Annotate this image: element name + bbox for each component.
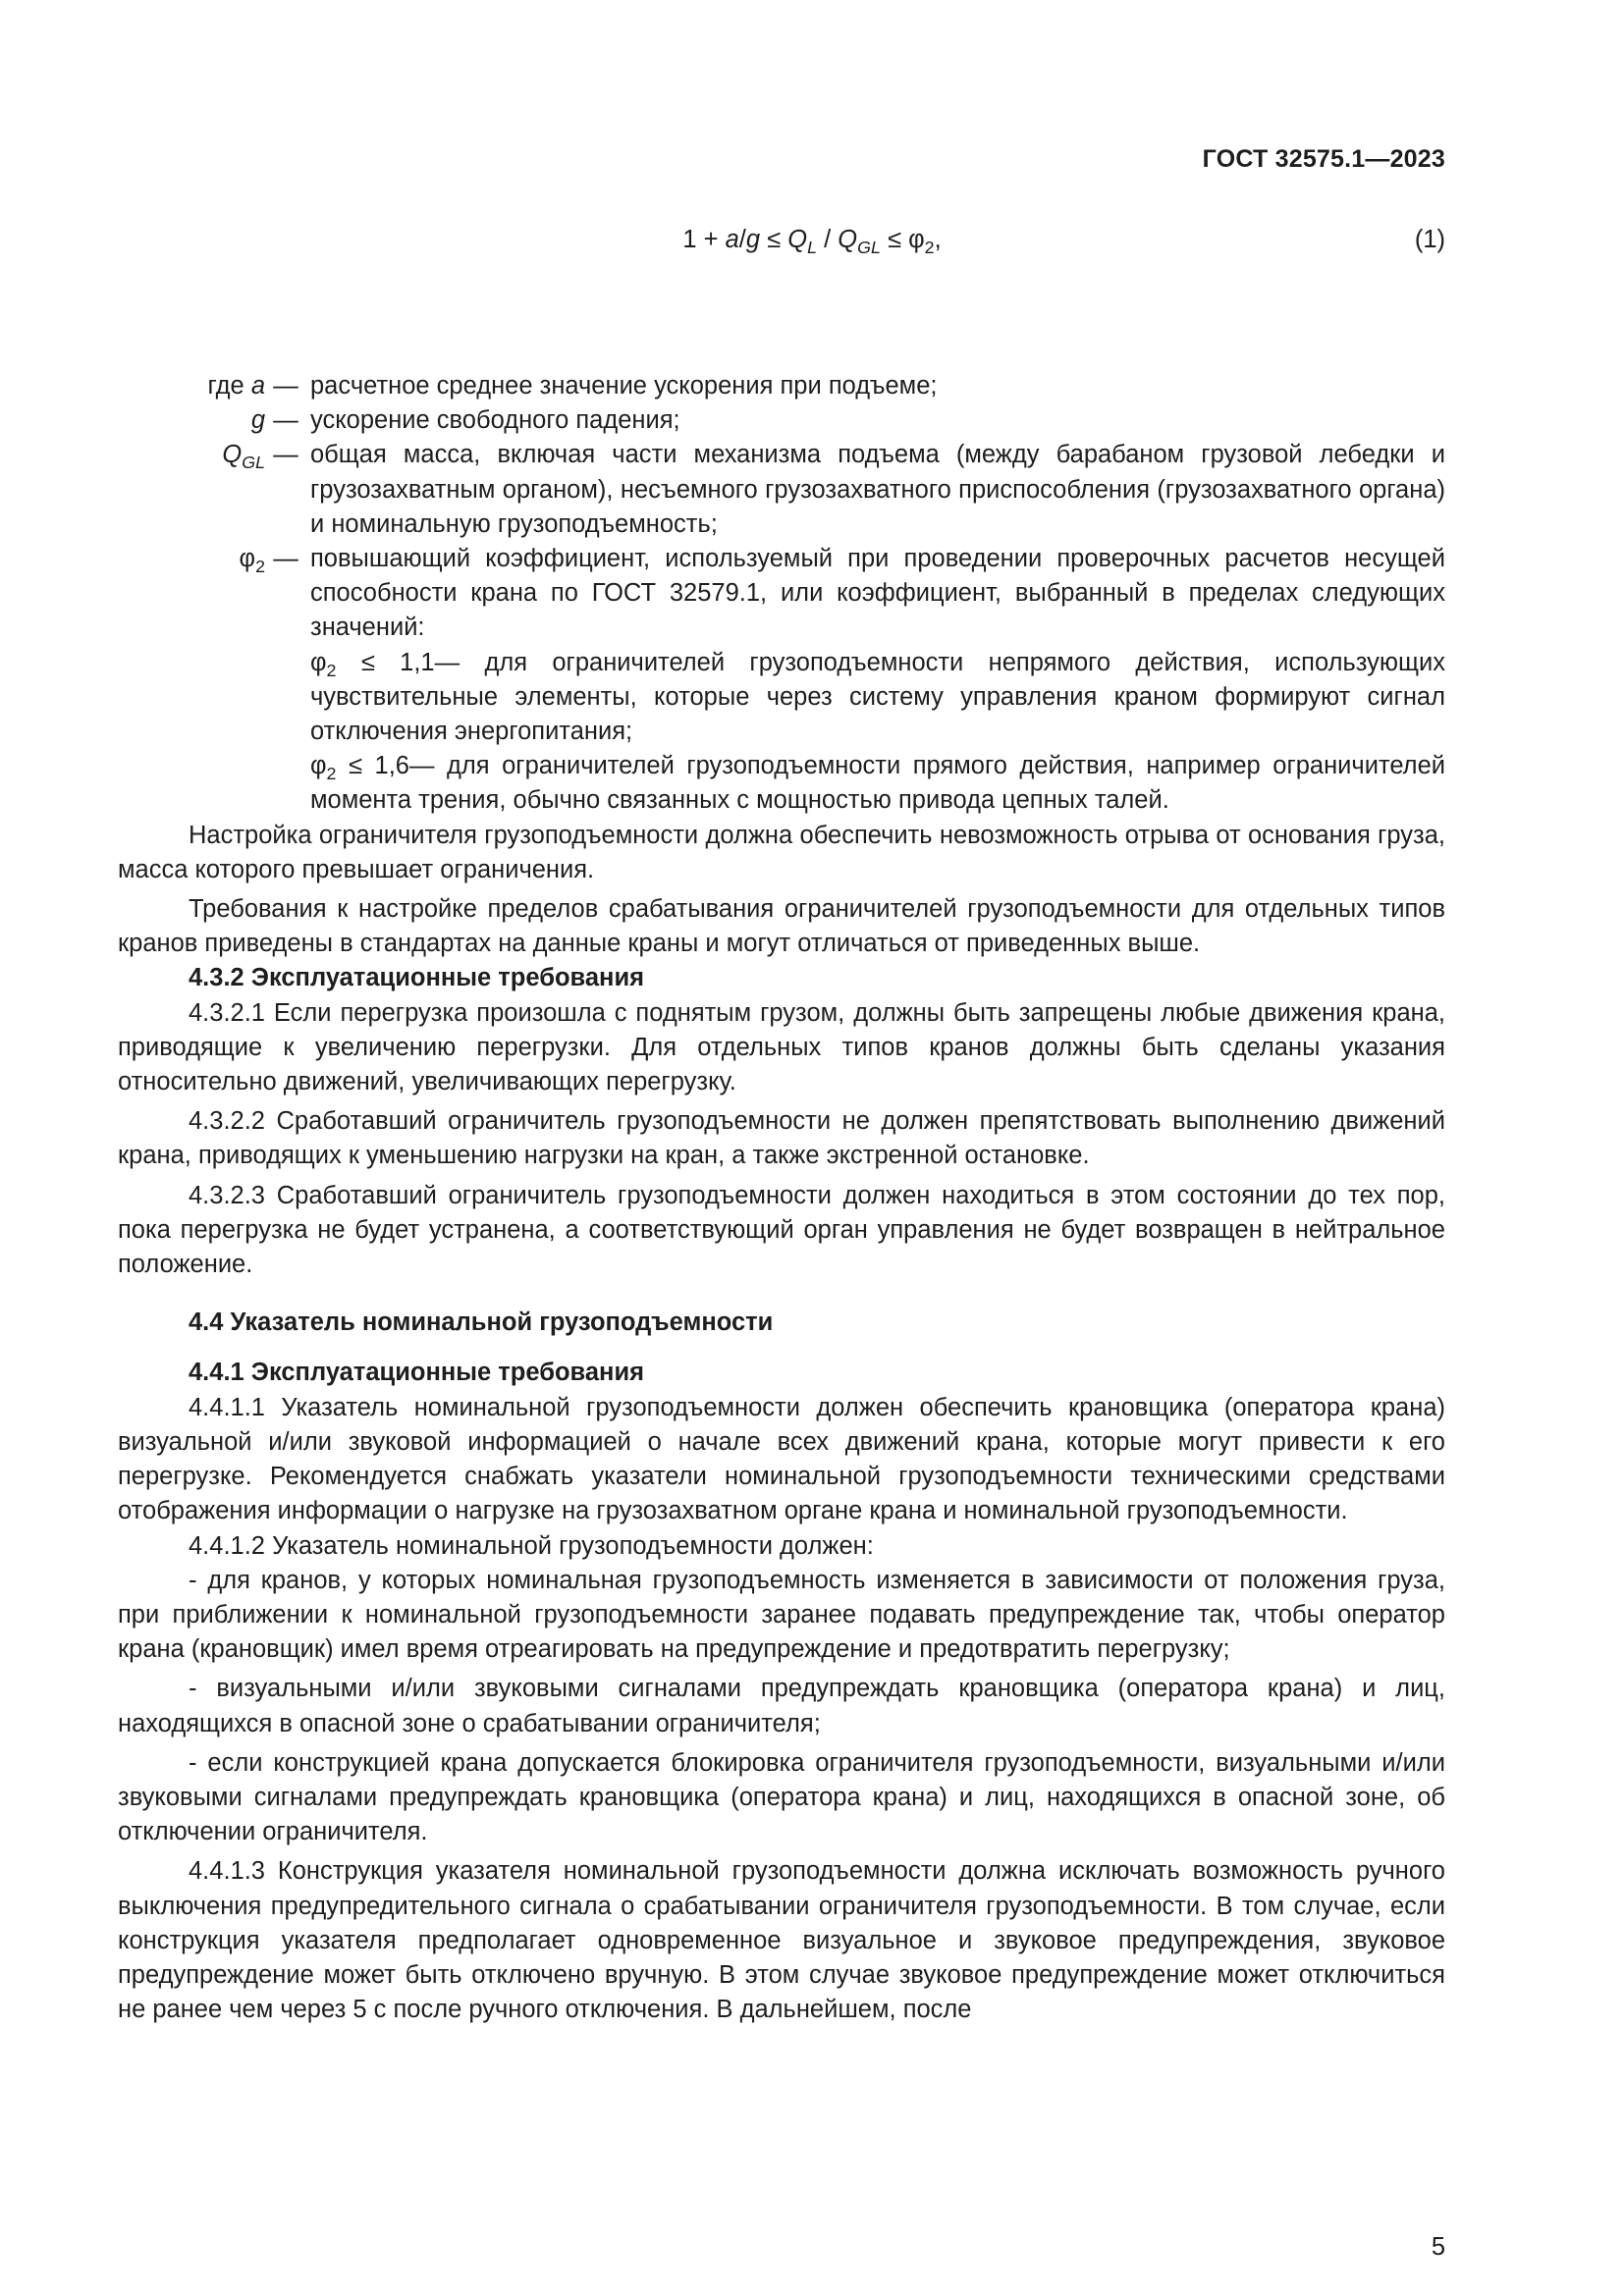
list-item: - визуальными и/или звуковыми сигналами предупреждать крановщика (оператора крана) и лиц, находящихся в опасной зоне о срабатывании ограничителя;	[118, 1675, 1445, 1737]
definition-phi2: $\varphi_2$ — повышающий коэффициент, используемый при проведении проверочных расчетов несущей способности крана по ГОСТ 32579.1, или коэффициент, выбранный в пределах следующих значений: $\varphi_2$ ≤ 1,1— для ограничителей грузоподъемности непрямого действия, использующих чувствительные элементы, которые через систему управления краном формируют сигнал отключения энергопитания; $\varphi_2$ ≤ 1,6— для ограничителей грузоподъемности прямого действия, например ограничителей момента трения, обычно связанных с мощностью привода цепных талей.	[118, 542, 1445, 819]
paragraph-4-4-1-1: 4.4.1.1 Указатель номинальной грузоподъемности должен обеспечить крановщика (оператора крана) визуальной и/или звуковой информацией о начале всех движений крана, которые могут привести к его перегрузке. Рекомендуется снабжать указатели номинальной грузоподъемности техническими средствами отображения информации о нагрузке на грузозахватном органе крана и номинальной грузоподъемности.	[118, 1393, 1445, 1525]
definition-text: расчетное среднее значение ускорения при подъеме;	[310, 372, 938, 400]
definition-term: $\varphi_2$	[239, 545, 265, 577]
document-header: ГОСТ 32575.1—2023	[1202, 145, 1445, 173]
definition-g: g — ускорение свободного падения;	[118, 403, 1445, 438]
formula-expression: $1 + a/g \le Q_L / Q_{GL} \le \varphi_2$,	[682, 226, 942, 258]
page-number: 5	[1431, 2233, 1445, 2261]
paragraph-4-4-1-3: 4.4.1.3 Конструкция указателя номинальной грузоподъемности должна исключать возможность ручного выключения предупредительного сигнала о срабатывании ограничителя грузоподъемности. В том случае, если конструкция указателя предполагает одновременное визуальное и звуковое предупреждения, звуковое предупреждение может быть отключено вручную. В этом случае звуковое предупреждение может отключиться не ранее чем через 5 с после ручного отключения. В дальнейшем, после	[118, 1857, 1445, 2024]
definition-term: где a	[207, 372, 265, 400]
paragraph: Требования к настройке пределов срабатывания ограничителей грузоподъемности для отдельных типов кранов приведены в стандартах на данные краны и могут отличаться от приведенных выше.	[118, 895, 1445, 958]
definition-text: повышающий коэффициент, используемый при проведении проверочных расчетов несущей способности крана по ГОСТ 32579.1, или коэффициент, выбранный в пределах следующих значений: $\varphi_2$ ≤ 1,1— для ограничителей грузоподъемности непрямого действия, использующих чувствительные элементы, которые через систему управления краном формируют сигнал отключения энергопитания; $\varphi_2$ ≤ 1,6— для ограничителей грузоподъемности прямого действия, например ограничителей момента трения, обычно связанных с мощностью привода цепных талей.	[310, 545, 1445, 815]
definition-text: ускорение свободного падения;	[310, 406, 680, 435]
paragraph: Настройка ограничителя грузоподъемности должна обеспечить невозможность отрыва от основания груза, масса которого превышает ограничения.	[118, 821, 1445, 883]
paragraph-4-4-1-2: 4.4.1.2 Указатель номинальной грузоподъемности должен:	[189, 1531, 874, 1560]
formula-number: (1)	[1414, 226, 1445, 253]
paragraph-4-3-2-1: 4.3.2.1 Если перегрузка произошла с поднятым грузом, должны быть запрещены любые движения крана, приводящие к увеличению перегрузки. Для отдельных типов кранов должны быть сделаны указания относительно движений, увеличивающих перегрузку.	[118, 998, 1445, 1096]
definition-text: общая масса, включая части механизма подъема (между барабаном грузовой лебедки и грузозахватным органом), несъемного грузозахватного приспособления (грузозахватного органа) и номинальную грузоподъемность;	[310, 441, 1445, 538]
paragraph-4-3-2-2: 4.3.2.2 Сработавший ограничитель грузоподъемности не должен препятствовать выполнению движений крана, приводящих к уменьшению нагрузки на кран, а также экстренной остановке.	[118, 1107, 1445, 1170]
document-body	[118, 369, 1445, 2027]
definition-qgl: $Q_{GL}$ — общая масса, включая части механизма подъема (между барабаном грузовой лебедки и грузозахватным органом), несъемного грузозахватного приспособления (грузозахватного органа) и номинальную грузоподъемность;	[118, 438, 1445, 542]
section-heading-4-3-2: 4.3.2 Эксплуатационные требования	[189, 964, 645, 992]
phi2-case-indirect: ≤ 1,1— для ограничителей грузоподъемности непрямого действия, использующих чувствительные элементы, которые через систему управления краном формируют сигнал отключения энергопитания;	[310, 648, 1445, 746]
section-heading-4-4: 4.4 Указатель номинальной грузоподъемности	[189, 1308, 774, 1337]
list-item: - если конструкцией крана допускается блокировка ограничителя грузоподъемности, визуальными и/или звуковыми сигналами предупреждать крановщика (оператора крана) и лиц, находящихся в опасной зоне, об отключении ограничителя.	[118, 1748, 1445, 1846]
section-heading-4-4-1: 4.4.1 Эксплуатационные требования	[189, 1359, 645, 1387]
definition-a: где a — расчетное среднее значение ускорения при подъеме;	[118, 369, 1445, 403]
list-item: - для кранов, у которых номинальная грузоподъемность изменяется в зависимости от положения груза, при приближении к номинальной грузоподъемности заранее подавать предупреждение так, чтобы оператор крана (крановщик) имел время отреагировать на предупреждение и предотвратить перегрузку;	[118, 1566, 1445, 1664]
definition-term: $Q_{GL}$	[222, 441, 265, 473]
formula-1	[0, 226, 1624, 265]
phi2-case-direct: ≤ 1,6— для ограничителей грузоподъемности прямого действия, например ограничителей момента трения, обычно связанных с мощностью привода цепных талей.	[310, 752, 1445, 815]
definition-term: g	[250, 406, 265, 435]
paragraph-4-3-2-3: 4.3.2.3 Сработавший ограничитель грузоподъемности должен находиться в этом состоянии до тех пор, пока перегрузка не будет устранена, а соответствующий орган управления не будет возвращен в нейтральное положение.	[118, 1181, 1445, 1279]
